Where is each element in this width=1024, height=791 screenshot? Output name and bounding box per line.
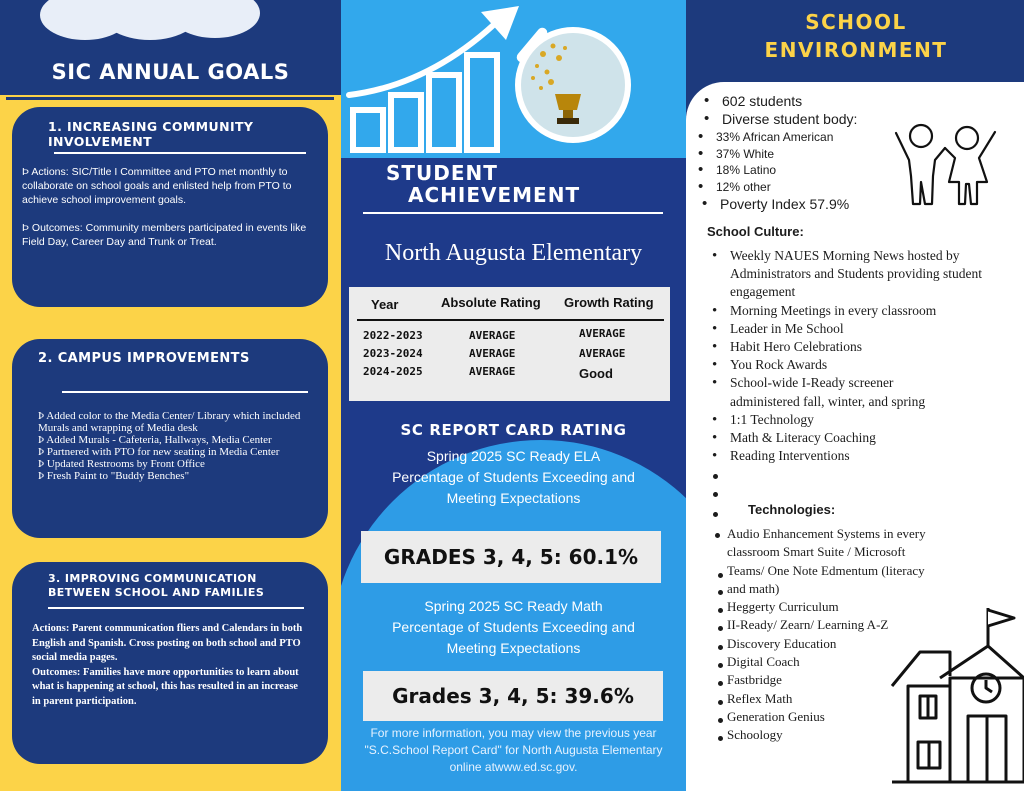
empty-bullet	[713, 492, 718, 497]
left-panel	[0, 0, 341, 791]
card-divider	[62, 391, 308, 393]
math-description: Spring 2025 SC Ready Math Percentage of Students Exceeding and Meeting Expectations	[392, 598, 635, 656]
card-outcomes: Þ Outcomes: Community members participated in events like Field Day, Career Day and Trunk or Treat.	[22, 222, 307, 248]
list-item: • 1:1 Technology	[710, 411, 1006, 429]
list-item: Digital Coach	[727, 654, 800, 670]
bullet	[718, 573, 723, 578]
list-item: • Weekly NAUES Morning News hosted by Administrators and Students providing student engagement	[710, 247, 1006, 302]
math-result: Grades 3, 4, 5: 39.6%	[363, 671, 663, 721]
poverty-stat	[700, 195, 849, 213]
ela-description: Spring 2025 SC Ready ELA Percentage of Students Exceeding and Meeting Expectations	[392, 448, 635, 506]
list-item: • Habit Hero Celebrations	[710, 338, 1006, 356]
table-cell: AVERAGE	[469, 347, 516, 360]
bullet	[718, 700, 723, 705]
middle-panel	[341, 0, 686, 791]
bullet	[718, 590, 723, 595]
list-item: II-Ready/ Zearn/ Learning A-Z	[727, 617, 889, 633]
tech-heading: Technologies:	[748, 502, 836, 517]
list-item: • 12% other	[696, 179, 833, 196]
table-cell: AVERAGE	[579, 327, 626, 340]
table-cell: 2023-2024	[363, 347, 423, 360]
title-divider	[363, 212, 663, 214]
goal-card-campus	[12, 339, 328, 538]
empty-bullet	[713, 512, 718, 517]
card-actions: Actions: Parent communication fliers and Calendars in both English and Spanish. Cross posting on both school and PTO social media pages.	[32, 623, 303, 663]
school-building-icon	[890, 604, 1024, 784]
goal-card-communication	[12, 562, 328, 764]
list-item: Þ Updated Restrooms by Front Office	[38, 458, 205, 470]
list-item: • Diverse student body:	[702, 110, 857, 128]
list-item: • 33% African American	[696, 129, 833, 146]
demographics-list	[696, 129, 833, 195]
student-achievement-title: STUDENT ACHIEVEMENT	[386, 161, 581, 207]
card-outcomes: Outcomes: Families have more opportunities to learn about what is happening at school, this has resulted in an increase in parent participation.	[32, 666, 299, 707]
bullet	[718, 663, 723, 668]
right-panel	[686, 0, 1024, 791]
trophy-confetti-icon	[523, 36, 623, 136]
list-item: • Poverty Index 57.9%	[700, 195, 849, 213]
cloud-icon	[40, 0, 260, 35]
list-item: • Morning Meetings in every classroom	[710, 302, 1006, 320]
table-rule	[357, 319, 664, 321]
list-item: • Leader in Me School	[710, 320, 1006, 338]
bullet	[718, 645, 723, 650]
table-header: Growth Rating	[564, 295, 654, 310]
table-cell: AVERAGE	[469, 365, 516, 378]
card-divider	[48, 607, 304, 609]
annual-goals-title: SIC ANNUAL GOALS	[51, 60, 290, 84]
report-card-title: SC REPORT CARD RATING	[400, 421, 627, 439]
bullet	[718, 681, 723, 686]
table-cell: AVERAGE	[469, 329, 516, 342]
list-item: • School-wide I-Ready screener administered fall, winter, and spring	[710, 374, 950, 410]
rating-table	[349, 287, 670, 401]
table-cell: AVERAGE	[579, 347, 626, 360]
list-item: Þ Fresh Paint to "Buddy Benches"	[38, 470, 190, 482]
list-item: • 37% White	[696, 146, 833, 163]
bullet	[718, 736, 723, 741]
children-icon	[891, 118, 1001, 208]
card-actions: Þ Actions: SIC/Title I Committee and PTO met monthly to collaborate on school goals and enlisted help from PTO to achieve school improvement goals.	[22, 166, 292, 206]
footer-note: For more information, you may view the previous year "S.C.School Report Card" for North Augusta Elementary online atwww.ed.sc.gov.	[364, 726, 663, 774]
bullet	[718, 718, 723, 723]
table-header: Year	[371, 297, 399, 312]
list-item: Þ Partnered with PTO for new seating in Media Center	[38, 446, 280, 458]
absolute-column	[469, 327, 515, 381]
culture-heading: School Culture:	[707, 224, 804, 239]
empty-bullet	[713, 474, 718, 479]
list-item: • Math & Literacy Coaching	[710, 429, 1006, 447]
list-item: • You Rock Awards	[710, 356, 1006, 374]
table-cell: 2024-2025	[363, 365, 423, 378]
list-item: • Reading Interventions	[710, 447, 1006, 465]
list-item: Teams/ One Note Edmentum (literacy	[727, 562, 925, 578]
growth-column	[579, 324, 625, 384]
list-item: • 602 students	[702, 92, 857, 110]
bullet	[718, 626, 723, 631]
title-divider	[6, 97, 334, 100]
goal-card-community	[12, 107, 328, 307]
year-column	[363, 327, 423, 381]
list-item: Audio Enhancement Systems in every	[727, 526, 926, 541]
list-item: classroom Smart Suite / Microsoft	[727, 544, 906, 560]
card-heading: 2. CAMPUS IMPROVEMENTS	[38, 351, 250, 366]
bullet	[718, 608, 723, 613]
bullet	[715, 533, 720, 538]
list-item: Discovery Education	[727, 635, 837, 651]
card-heading: 1. INCREASING COMMUNITY INVOLVEMENT	[48, 119, 254, 149]
list-item: Þ Added Murals - Cafeteria, Hallways, Media Center	[38, 434, 272, 446]
list-item: Fastbridge	[727, 672, 782, 688]
ela-result: GRADES 3, 4, 5: 60.1%	[361, 531, 661, 583]
school-name: North Augusta Elementary	[384, 240, 643, 266]
student-stats	[702, 92, 857, 128]
list-item: Reflex Math	[727, 690, 793, 706]
table-cell: Good	[579, 366, 613, 381]
list-item: Generation Genius	[727, 708, 825, 724]
list-item: Heggerty Curriculum	[727, 599, 839, 615]
campus-list	[38, 410, 302, 482]
list-item: and math)	[727, 580, 780, 596]
list-item: • 18% Latino	[696, 162, 833, 179]
card-divider	[54, 152, 306, 154]
list-item: Schoology	[727, 727, 783, 743]
table-header: Absolute Rating	[441, 295, 541, 310]
card-heading: 3. IMPROVING COMMUNICATION BETWEEN SCHOOL AND FAMILIES	[48, 572, 265, 599]
culture-list	[710, 247, 1006, 465]
school-environment-title: SCHOOL ENVIRONMENT	[764, 10, 948, 62]
list-item: Þ Added color to the Media Center/ Library which included Murals and wrapping of Media desk	[38, 410, 301, 434]
table-cell: 2022-2023	[363, 329, 423, 342]
